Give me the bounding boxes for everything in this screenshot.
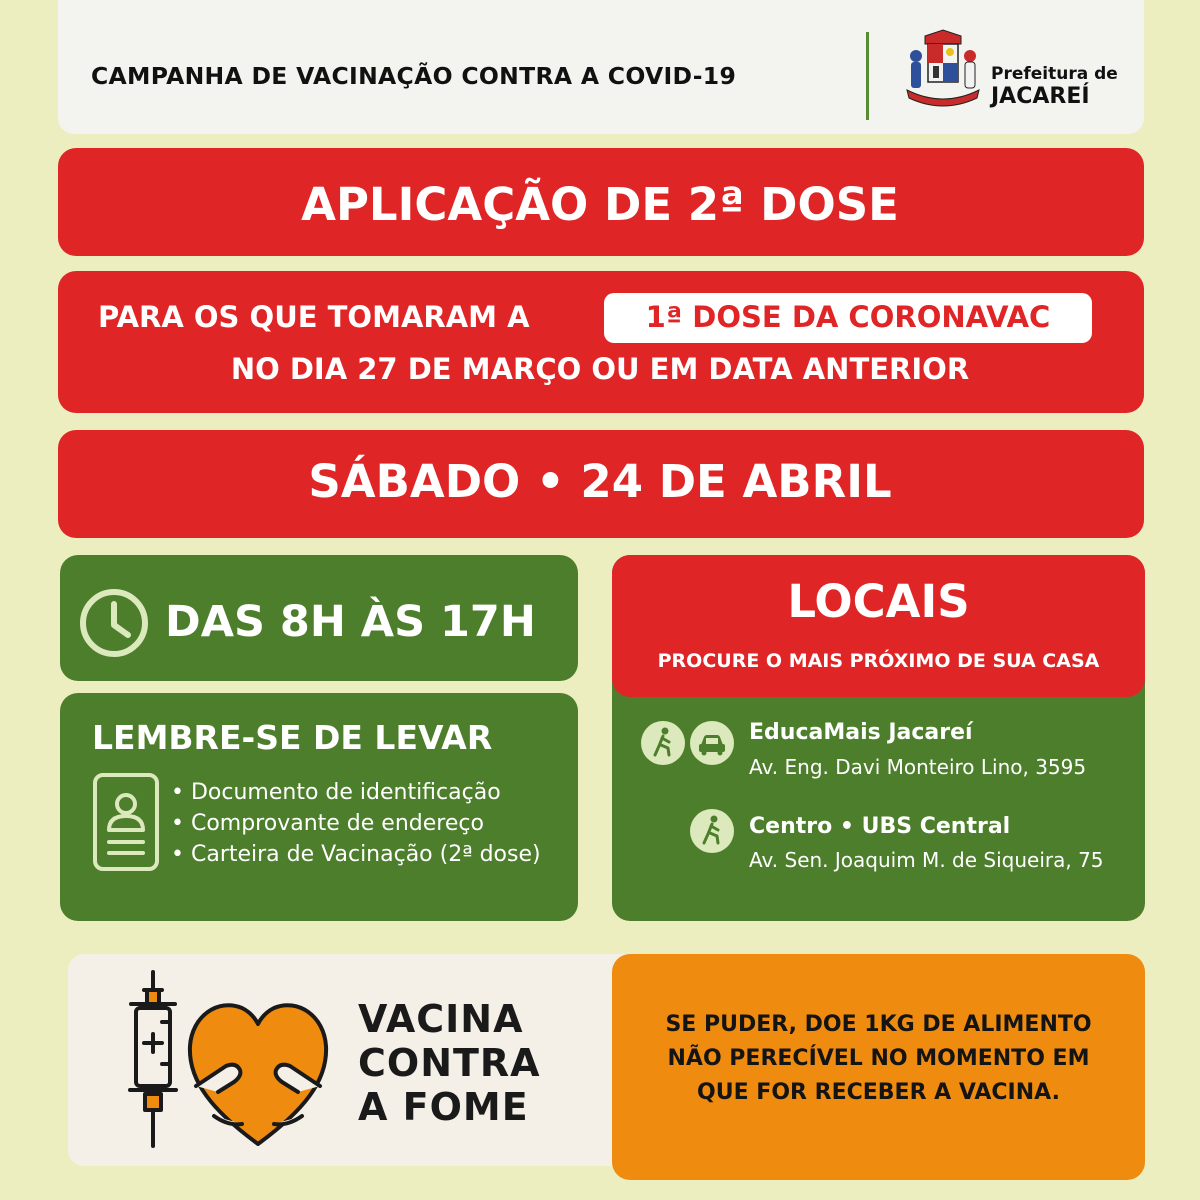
walking-icon: [690, 809, 734, 853]
car-icon: [690, 721, 734, 765]
locations-title: LOCAIS: [787, 575, 970, 628]
remember-item: • Comprovante de endereço: [171, 811, 484, 836]
vaccine-heart-hands-icon: [118, 966, 363, 1156]
remember-item: • Carteira de Vacinação (2ª dose): [171, 842, 541, 867]
prefeitura-label: Prefeitura de: [991, 64, 1118, 84]
location-address: Av. Eng. Davi Monteiro Lino, 3595: [749, 755, 1087, 779]
hunger-slogan: A FOME: [358, 1085, 529, 1129]
donation-text: SE PUDER, DOE 1KG DE ALIMENTO: [665, 1012, 1092, 1037]
jacarei-crest-icon: [903, 28, 983, 108]
header-bar: [58, 0, 1144, 134]
donation-text: NÃO PERECÍVEL NO MOMENTO EM: [667, 1046, 1090, 1071]
location-address: Av. Sen. Joaquim M. de Siqueira, 75: [749, 848, 1104, 872]
remember-title: LEMBRE-SE DE LEVAR: [92, 718, 493, 757]
target-date-line: NO DIA 27 DE MARÇO OU EM DATA ANTERIOR: [230, 352, 970, 386]
target-line-prefix: PARA OS QUE TOMARAM A: [98, 300, 530, 334]
event-date: SÁBADO • 24 DE ABRIL: [308, 455, 892, 508]
city-name: JACAREÍ: [991, 84, 1090, 109]
walking-icon: [641, 721, 685, 765]
hunger-slogan: CONTRA: [358, 1041, 541, 1085]
campaign-title: CAMPANHA DE VACINAÇÃO CONTRA A COVID-19: [91, 62, 737, 90]
header-divider: [866, 32, 869, 120]
hours-text: DAS 8H ÀS 17H: [165, 597, 536, 647]
id-card-icon: [92, 772, 160, 872]
clock-icon: [78, 587, 150, 659]
location-name: EducaMais Jacareí: [749, 720, 973, 745]
vaccine-highlight-text: 1ª DOSE DA CORONAVAC: [645, 300, 1051, 334]
dose-title: APLICAÇÃO DE 2ª DOSE: [301, 178, 899, 231]
locations-subtitle: PROCURE O MAIS PRÓXIMO DE SUA CASA: [657, 650, 1100, 672]
donation-text: QUE FOR RECEBER A VACINA.: [697, 1080, 1060, 1105]
hunger-slogan: VACINA: [358, 997, 524, 1041]
remember-item: • Documento de identificação: [171, 780, 501, 805]
location-name: Centro • UBS Central: [749, 814, 1011, 839]
